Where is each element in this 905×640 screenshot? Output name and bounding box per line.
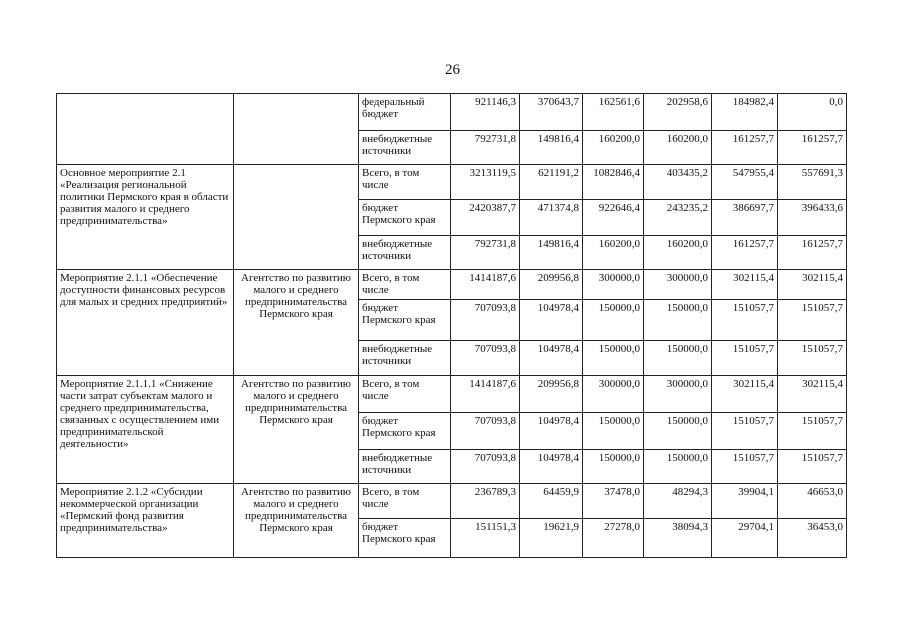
funding-source: Всего, в том числе [359,376,451,413]
amount-cell: 160200,0 [644,236,712,270]
amount-cell: 209956,8 [520,270,583,300]
amount-cell: 471374,8 [520,200,583,236]
table-row [57,484,847,519]
amount-cell: 151057,7 [778,413,847,450]
amount-cell: 160200,0 [583,236,644,270]
amount-cell: 386697,7 [712,200,778,236]
amount-cell: 149816,4 [520,236,583,270]
amount-cell: 151057,7 [712,413,778,450]
amount-cell: 38094,3 [644,519,712,558]
funding-source: бюджет Пермского края [359,200,451,236]
funding-source: внебюджетные источники [359,341,451,376]
amount-cell: 209956,8 [520,376,583,413]
amount-cell: 370643,7 [520,94,583,131]
table-row [57,376,847,413]
amount-cell: 396433,6 [778,200,847,236]
amount-cell: 39904,1 [712,484,778,519]
funding-source: бюджет Пермского края [359,413,451,450]
amount-cell: 104978,4 [520,450,583,484]
funding-source: бюджет Пермского края [359,519,451,558]
amount-cell: 160200,0 [644,131,712,165]
activity-title: Мероприятие 2.1.1.1 «Снижение части затрат субъектам малого и среднего предпринимательства, связанных с осуществлением ими предпринимательской деятельности» [57,376,234,484]
amount-cell: 302115,4 [778,270,847,300]
amount-cell: 161257,7 [712,236,778,270]
amount-cell: 151057,7 [778,341,847,376]
amount-cell: 150000,0 [583,450,644,484]
amount-cell: 19621,9 [520,519,583,558]
amount-cell: 184982,4 [712,94,778,131]
amount-cell: 3213119,5 [451,165,520,200]
amount-cell: 27278,0 [583,519,644,558]
amount-cell: 707093,8 [451,413,520,450]
funding-source: Всего, в том числе [359,484,451,519]
amount-cell: 161257,7 [778,131,847,165]
amount-cell: 150000,0 [583,341,644,376]
amount-cell: 150000,0 [583,413,644,450]
funding-source: внебюджетные источники [359,131,451,165]
amount-cell: 300000,0 [583,270,644,300]
amount-cell: 300000,0 [644,270,712,300]
amount-cell: 1414187,6 [451,376,520,413]
funding-source: Всего, в том числе [359,165,451,200]
amount-cell: 150000,0 [644,413,712,450]
amount-cell: 792731,8 [451,236,520,270]
amount-cell: 1414187,6 [451,270,520,300]
amount-cell: 707093,8 [451,341,520,376]
amount-cell: 302115,4 [712,270,778,300]
amount-cell: 46653,0 [778,484,847,519]
funding-source: бюджет Пермского края [359,300,451,341]
funding-source: федеральный бюджет [359,94,451,131]
amount-cell: 2420387,7 [451,200,520,236]
amount-cell: 621191,2 [520,165,583,200]
amount-cell: 160200,0 [583,131,644,165]
table-row [57,94,847,131]
activity-title: Мероприятие 2.1.1 «Обеспечение доступности финансовых ресурсов для малых и средних предприятий» [57,270,234,376]
amount-cell: 202958,6 [644,94,712,131]
responsible-executor: Агентство по развитию малого и среднего предпринимательства Пермского края [234,376,359,484]
amount-cell: 0,0 [778,94,847,131]
funding-source: внебюджетные источники [359,236,451,270]
amount-cell: 792731,8 [451,131,520,165]
responsible-executor [234,94,359,165]
amount-cell: 64459,9 [520,484,583,519]
amount-cell: 104978,4 [520,300,583,341]
amount-cell: 300000,0 [644,376,712,413]
amount-cell: 921146,3 [451,94,520,131]
amount-cell: 302115,4 [712,376,778,413]
amount-cell: 151151,3 [451,519,520,558]
page-number: 26 [445,62,460,78]
amount-cell: 150000,0 [583,300,644,341]
amount-cell: 150000,0 [644,450,712,484]
responsible-executor: Агентство по развитию малого и среднего предпринимательства Пермского края [234,270,359,376]
amount-cell: 150000,0 [644,341,712,376]
amount-cell: 104978,4 [520,341,583,376]
amount-cell: 151057,7 [712,450,778,484]
activity-title: Мероприятие 2.1.2 «Субсидии некоммерческой организации «Пермский фонд развития предпринимательства» [57,484,234,558]
amount-cell: 151057,7 [712,300,778,341]
amount-cell: 162561,6 [583,94,644,131]
activity-title: Основное мероприятие 2.1 «Реализация региональной политики Пермского края в области развития малого и среднего предпринимательства» [57,165,234,270]
amount-cell: 557691,3 [778,165,847,200]
table-row [57,270,847,300]
amount-cell: 149816,4 [520,131,583,165]
amount-cell: 36453,0 [778,519,847,558]
amount-cell: 300000,0 [583,376,644,413]
amount-cell: 151057,7 [778,450,847,484]
amount-cell: 151057,7 [712,341,778,376]
funding-source: Всего, в том числе [359,270,451,300]
amount-cell: 161257,7 [712,131,778,165]
amount-cell: 48294,3 [644,484,712,519]
amount-cell: 236789,3 [451,484,520,519]
responsible-executor: Агентство по развитию малого и среднего предпринимательства Пермского края [234,484,359,558]
budget-table [56,93,847,558]
funding-source: внебюджетные источники [359,450,451,484]
amount-cell: 707093,8 [451,300,520,341]
amount-cell: 302115,4 [778,376,847,413]
amount-cell: 243235,2 [644,200,712,236]
amount-cell: 547955,4 [712,165,778,200]
amount-cell: 403435,2 [644,165,712,200]
amount-cell: 150000,0 [644,300,712,341]
amount-cell: 922646,4 [583,200,644,236]
amount-cell: 151057,7 [778,300,847,341]
responsible-executor [234,165,359,270]
activity-title [57,94,234,165]
amount-cell: 29704,1 [712,519,778,558]
amount-cell: 707093,8 [451,450,520,484]
amount-cell: 104978,4 [520,413,583,450]
amount-cell: 161257,7 [778,236,847,270]
amount-cell: 37478,0 [583,484,644,519]
table-row [57,165,847,200]
amount-cell: 1082846,4 [583,165,644,200]
